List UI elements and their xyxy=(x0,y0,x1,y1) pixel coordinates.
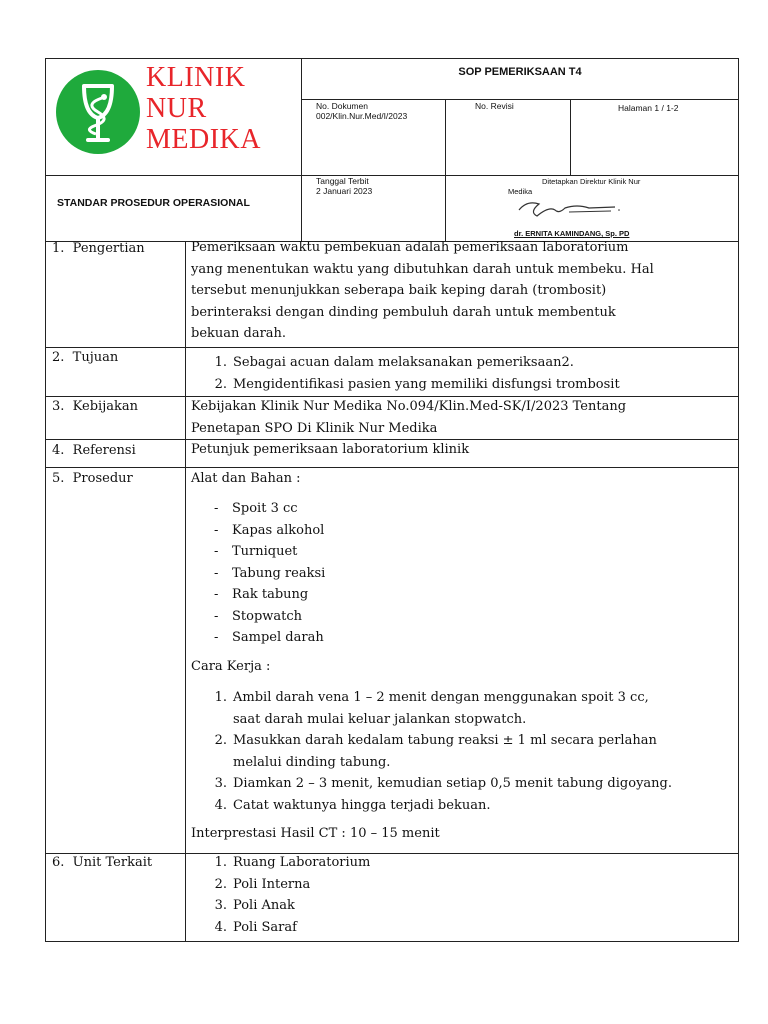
list-item: 1. Ambil darah vena 1 – 2 menit dengan menggunakan spoit 3 cc, saat darah mulai keluar jalankan stopwatch. xyxy=(214,690,649,727)
list-item: 1. Ruang Laboratorium xyxy=(214,855,371,870)
tujuan-list xyxy=(205,352,735,395)
kebijakan-line: Penetapan SPO Di Klinik Nur Medika xyxy=(191,420,438,436)
pengertian-text xyxy=(191,237,731,345)
tujuan-label: 2. Tujuan xyxy=(52,350,119,365)
kebijakan-label: 3. Kebijakan xyxy=(52,399,138,414)
approval-line2: Medika xyxy=(508,187,533,196)
list-item: 4. Catat waktunya hingga terjadi bekuan. xyxy=(214,797,491,813)
logo-line-nur: NUR xyxy=(146,93,207,124)
referensi-text: Petunjuk pemeriksaan laboratorium klinik xyxy=(191,442,470,457)
document-title: SOP PEMERIKSAAN T4 xyxy=(458,66,582,78)
kebijakan-text xyxy=(191,396,731,439)
list-item: 2. Mengidentifikasi pasien yang memiliki disfungsi trombosit xyxy=(214,376,620,392)
cara-list xyxy=(205,687,735,816)
alat-heading: Alat dan Bahan : xyxy=(191,471,301,486)
list-item: - Kapas alkohol xyxy=(214,522,325,538)
list-item: 4. Poli Saraf xyxy=(214,919,297,935)
date-label: Tanggal Terbit xyxy=(316,176,369,186)
page-label: Halaman 1 / 1-2 xyxy=(618,103,679,113)
logo-line-klinik: KLINIK xyxy=(146,62,246,93)
doc-no-value: 002/Klin.Nur.Med/I/2023 xyxy=(316,111,408,121)
unit-list xyxy=(205,852,370,938)
list-item: 3. Poli Anak xyxy=(214,898,295,913)
pharmacy-symbol-icon xyxy=(54,68,142,156)
prosedur-label: 5. Prosedur xyxy=(52,471,133,486)
date-value: 2 Januari 2023 xyxy=(316,186,373,196)
doc-no-label: No. Dokumen xyxy=(316,101,368,111)
pengertian-line: bekuan darah. xyxy=(191,326,287,341)
approval-line1: Ditetapkan Direktur Klinik Nur xyxy=(542,177,641,186)
list-item: - Spoit 3 cc xyxy=(214,501,298,516)
pengertian-label: 1. Pengertian xyxy=(52,241,145,256)
director-signature xyxy=(515,196,625,222)
kebijakan-line: Kebijakan Klinik Nur Medika No.094/Klin.Med-SK/I/2023 Tentang xyxy=(191,399,627,414)
list-item: - Stopwatch xyxy=(214,608,303,624)
result-text: Interprestasi Hasil CT : 10 – 15 menit xyxy=(191,826,440,841)
list-item: 1. Sebagai acuan dalam melaksanakan pemeriksaan2. xyxy=(214,355,574,370)
unit-label: 6. Unit Terkait xyxy=(52,855,153,870)
referensi-label: 4. Referensi xyxy=(52,443,136,458)
clinic-logo xyxy=(52,64,297,172)
pengertian-line: berinteraksi dengan dinding pembuluh darah untuk membentuk xyxy=(191,304,616,320)
pengertian-line: Pemeriksaan waktu pembekuan adalah pemeriksaan laboratorium xyxy=(191,240,629,255)
sop-label: STANDAR PROSEDUR OPERASIONAL xyxy=(57,197,250,209)
logo-line-medika: MEDIKA xyxy=(146,124,261,155)
signatory-name: dr. ERNITA KAMINDANG, Sp. PD xyxy=(514,229,630,238)
list-item: - Tabung reaksi xyxy=(214,565,326,581)
list-item: - Turniquet xyxy=(214,544,298,559)
alat-list xyxy=(214,498,325,649)
list-item: 3. Diamkan 2 – 3 menit, kemudian setiap 0,5 menit tabung digoyang. xyxy=(214,776,672,791)
revision-label: No. Revisi xyxy=(475,101,514,111)
cara-heading: Cara Kerja : xyxy=(191,659,271,674)
list-item: - Sampel darah xyxy=(214,630,324,645)
list-item: 2. Poli Interna xyxy=(214,876,311,892)
list-item: 2. Masukkan darah kedalam tabung reaksi ± 1 ml secara perlahan melalui dinding tabung. xyxy=(214,733,657,770)
pengertian-line: tersebut menunjukkan seberapa baik keping darah (trombosit) xyxy=(191,283,607,298)
list-item: - Rak tabung xyxy=(214,587,309,602)
pengertian-line: yang menentukan waktu yang dibutuhkan darah untuk membeku. Hal xyxy=(191,261,654,277)
